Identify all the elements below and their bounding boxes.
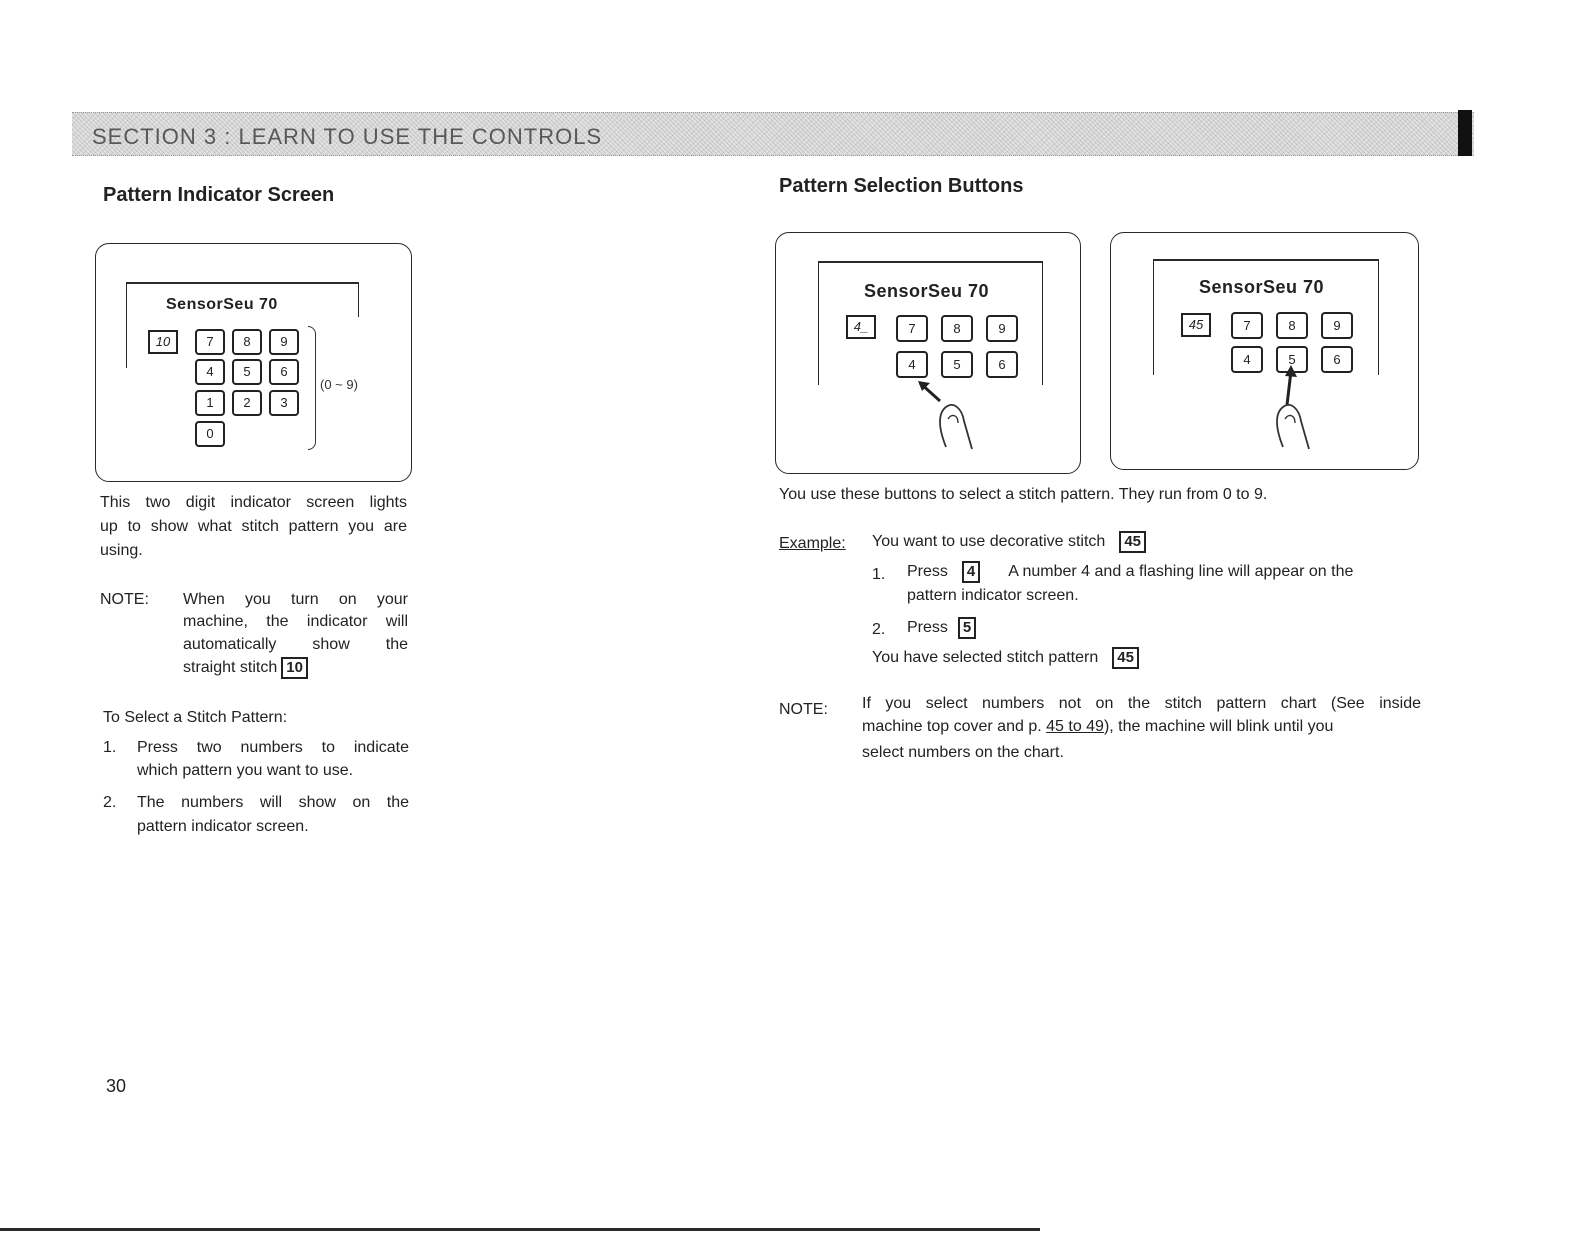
step-2-key: 5 — [958, 617, 976, 639]
key-6: 6 — [269, 359, 299, 385]
panel-2-key-9: 9 — [1321, 312, 1353, 339]
panel-1-key-6: 6 — [986, 351, 1018, 378]
panel-1-key-8: 8 — [941, 315, 973, 342]
pressing-finger-icon — [916, 379, 986, 459]
selection-panel-1 — [775, 232, 1081, 474]
intro-line-2: up to show what stitch pattern you are — [100, 518, 407, 535]
left-note-line-3: automatically show the — [183, 636, 408, 653]
left-note-line-1: When you turn on your — [183, 591, 408, 608]
selected-stitch-key: 45 — [1112, 647, 1139, 669]
panel-1-frame-left — [818, 261, 819, 385]
selection-panel-2 — [1110, 232, 1419, 470]
right-note-line-3: select numbers on the chart. — [862, 744, 1064, 761]
right-step-2-line — [907, 616, 980, 640]
note-line-2-end: ), the machine will blink until you — [1103, 718, 1334, 735]
step-2-press: Press — [907, 619, 948, 636]
key-4: 4 — [195, 359, 225, 385]
select-heading: To Select a Stitch Pattern: — [103, 709, 288, 726]
step-1-key: 4 — [962, 561, 980, 583]
example-stitch-key: 45 — [1119, 531, 1146, 553]
page-reference-link[interactable]: 45 to 49 — [1046, 718, 1104, 735]
left-note-line-2: machine, the indicator will — [183, 613, 408, 630]
right-note-line-2 — [862, 715, 1333, 739]
indicator-panel-illustration — [95, 243, 412, 482]
panel-frame-right — [358, 282, 359, 317]
panel-2-key-8: 8 — [1276, 312, 1308, 339]
panel-1-brand: SensorSeu 70 — [864, 281, 990, 301]
example-line — [872, 530, 1150, 554]
step-1-press: Press — [907, 563, 948, 580]
selected-text: You have selected stitch pattern — [872, 649, 1099, 666]
range-label: (0 ~ 9) — [320, 377, 358, 392]
step-1-text: A number 4 and a flashing line will appear on the — [1008, 563, 1354, 580]
right-note-line-1: If you select numbers not on the stitch pattern chart (See inside — [862, 695, 1421, 712]
indicator-display: 10 — [148, 330, 178, 354]
panel-frame-left — [126, 282, 127, 368]
right-intro: You use these buttons to select a stitch pattern. They run from 0 to 9. — [779, 486, 1268, 503]
panel-2-key-5: 5 — [1276, 346, 1308, 373]
panel-2-frame — [1153, 259, 1378, 261]
step-2-number-right: 2. — [872, 621, 886, 638]
example-label: Example: — [779, 535, 846, 552]
scan-edge-line — [0, 1228, 1040, 1231]
key-5: 5 — [232, 359, 262, 385]
range-brace — [308, 326, 316, 450]
section-bar-end-mark — [1458, 110, 1472, 156]
key-0: 0 — [195, 421, 225, 447]
panel-brand: SensorSeu 70 — [166, 296, 278, 313]
note-line-2-start: machine top cover and p. — [862, 718, 1042, 735]
step-1-continuation: pattern indicator screen. — [907, 587, 1079, 604]
left-note-label: NOTE: — [100, 591, 149, 608]
panel-frame — [126, 282, 358, 284]
step-1-line-2: which pattern you want to use. — [137, 762, 354, 779]
step-1-number-right: 1. — [872, 566, 886, 583]
panel-2-frame-left — [1153, 259, 1154, 375]
panel-2-key-4: 4 — [1231, 346, 1263, 373]
step-2-line-1: The numbers will show on the — [137, 794, 409, 811]
intro-line-3: using. — [100, 542, 143, 559]
pressing-finger-icon — [1261, 365, 1331, 455]
right-heading: Pattern Selection Buttons — [779, 175, 1024, 197]
key-8: 8 — [232, 329, 262, 355]
panel-1-frame — [818, 261, 1042, 263]
step-1-line-1: Press two numbers to indicate — [137, 739, 409, 756]
page-number: 30 — [106, 1076, 127, 1096]
panel-1-frame-right — [1042, 261, 1043, 385]
selected-line — [872, 646, 1143, 670]
left-note-last: straight stitch — [183, 659, 278, 676]
panel-2-brand: SensorSeu 70 — [1199, 277, 1325, 297]
right-step-1-line — [907, 560, 1353, 584]
panel-1-key-4: 4 — [896, 351, 928, 378]
key-9: 9 — [269, 329, 299, 355]
section-title: SECTION 3 : LEARN TO USE THE CONTROLS — [92, 124, 603, 149]
panel-2-display: 45 — [1181, 313, 1211, 337]
key-2: 2 — [232, 390, 262, 416]
panel-2-frame-right — [1378, 259, 1379, 375]
step-1-number: 1. — [103, 739, 117, 756]
key-3: 3 — [269, 390, 299, 416]
panel-1-key-9: 9 — [986, 315, 1018, 342]
step-2-line-2: pattern indicator screen. — [137, 818, 309, 835]
panel-1-key-7: 7 — [896, 315, 928, 342]
panel-1-display: 4_ — [846, 315, 876, 339]
left-note-line-4 — [183, 656, 312, 680]
panel-2-key-6: 6 — [1321, 346, 1353, 373]
key-7: 7 — [195, 329, 225, 355]
intro-line-1: This two digit indicator screen lights — [100, 494, 407, 511]
straight-stitch-key: 10 — [281, 657, 308, 679]
panel-1-key-5: 5 — [941, 351, 973, 378]
right-note-label: NOTE: — [779, 701, 828, 718]
panel-2-key-7: 7 — [1231, 312, 1263, 339]
example-text: You want to use decorative stitch — [872, 533, 1106, 550]
key-1: 1 — [195, 390, 225, 416]
left-heading: Pattern Indicator Screen — [103, 184, 335, 206]
step-2-number: 2. — [103, 794, 117, 811]
